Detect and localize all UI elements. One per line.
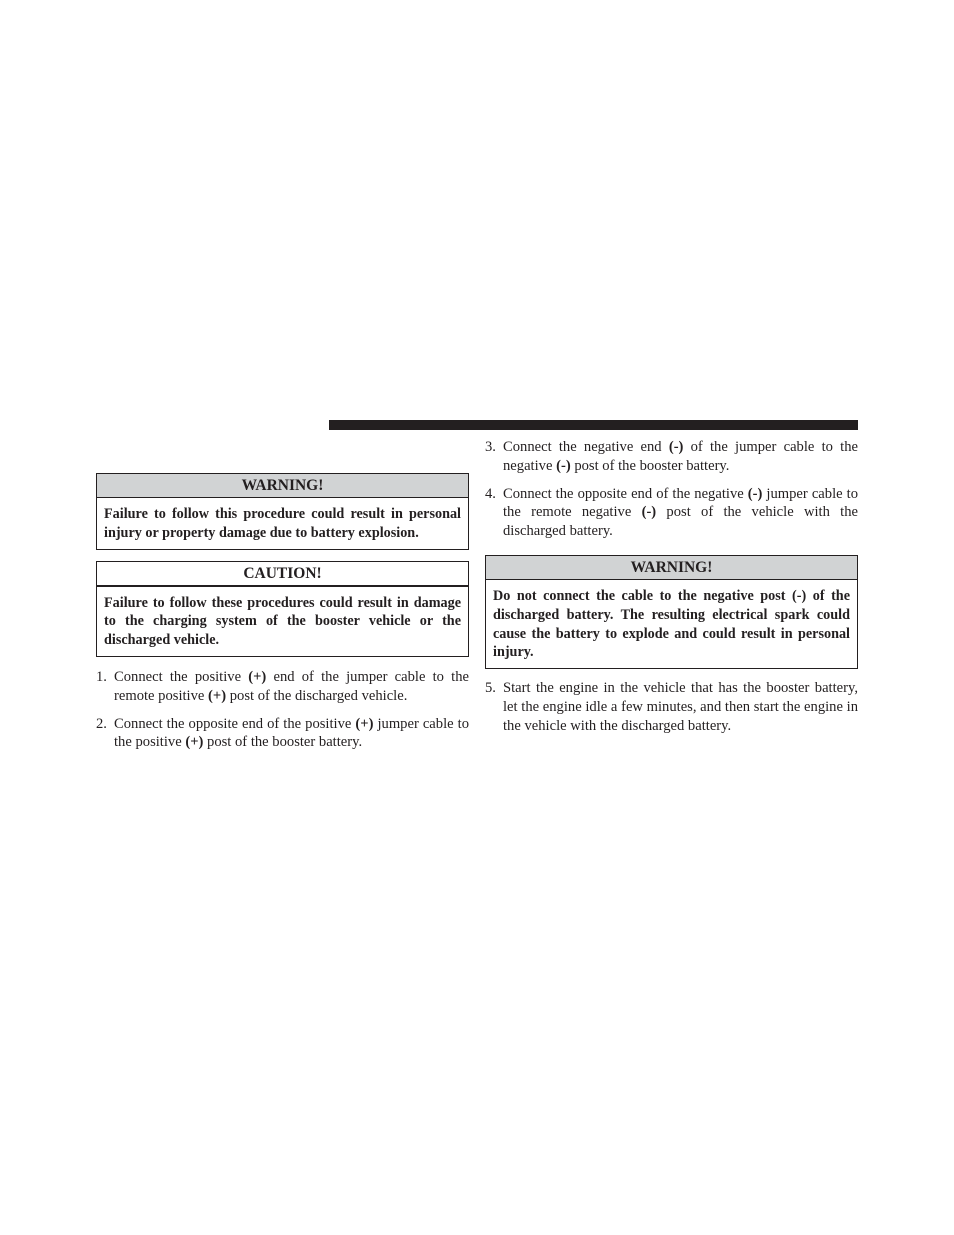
step-text: end of the jumper cable to the remote positive xyxy=(114,668,469,704)
step-number: 3. xyxy=(485,439,496,455)
step-text: post of the discharged vehicle. xyxy=(226,687,408,704)
terminal-symbol: (+) xyxy=(185,734,204,751)
step-text: Connect the opposite end of the positive xyxy=(114,715,356,732)
step-text: post of the booster battery. xyxy=(570,457,730,474)
step-text: post of the booster battery. xyxy=(203,734,363,751)
step-1 xyxy=(96,668,469,706)
caution-text: Failure to follow these procedures could result in damage to the charging system of the booster vehicle or the discharged vehicle. xyxy=(104,594,461,649)
terminal-symbol: (-) xyxy=(556,457,571,474)
step-number: 1. xyxy=(96,668,107,685)
step-text: jumper cable to the positive xyxy=(114,715,469,751)
step-number: 4. xyxy=(485,485,496,502)
step-text: Connect the opposite end of the negative xyxy=(503,485,748,502)
step-text: Start the engine in the vehicle that has the booster battery, let the engine idle a few minutes, and then start the engine in the vehicle with the discharged battery. xyxy=(503,680,858,734)
step-text: Connect the positive xyxy=(114,668,249,685)
terminal-symbol: (+) xyxy=(208,687,227,704)
step-3 xyxy=(485,438,858,476)
terminal-symbol: (+) xyxy=(355,715,374,732)
steps-list-right xyxy=(485,438,858,541)
warning-box xyxy=(96,473,469,550)
step-5 xyxy=(485,679,858,735)
terminal-symbol: (-) xyxy=(641,504,657,521)
step-text: of the jumper cable to the negative xyxy=(503,439,858,474)
steps-list-right-final xyxy=(485,679,858,735)
terminal-symbol: (-) xyxy=(747,485,763,502)
warning-title: WARNING! xyxy=(97,474,468,498)
right-column xyxy=(485,438,858,745)
caution-box xyxy=(96,561,469,657)
step-4 xyxy=(485,485,858,541)
step-text: jumper cable to the remote negative xyxy=(503,485,859,521)
caution-title: CAUTION! xyxy=(97,562,468,587)
warning-box-spark xyxy=(485,555,858,669)
warning-text: Do not connect the cable to the negative post (-) of the discharged battery. The resulting electrical spark could cause the battery to explode and could result in personal injury. xyxy=(493,587,850,661)
terminal-symbol: (+) xyxy=(248,668,267,685)
terminal-symbol: (-) xyxy=(668,439,684,455)
warning-text: Failure to follow this procedure could result in personal injury or property damage due to battery explosion. xyxy=(104,506,461,541)
step-text: post of the vehicle with the discharged battery. xyxy=(503,504,858,540)
step-2 xyxy=(96,715,469,753)
step-number: 5. xyxy=(485,680,496,697)
steps-list-left xyxy=(96,668,469,752)
warning-title: WARNING! xyxy=(486,556,857,580)
step-text: Connect the negative end xyxy=(503,439,669,455)
header-rule xyxy=(329,420,858,430)
left-column xyxy=(96,473,469,761)
step-number: 2. xyxy=(96,715,107,732)
